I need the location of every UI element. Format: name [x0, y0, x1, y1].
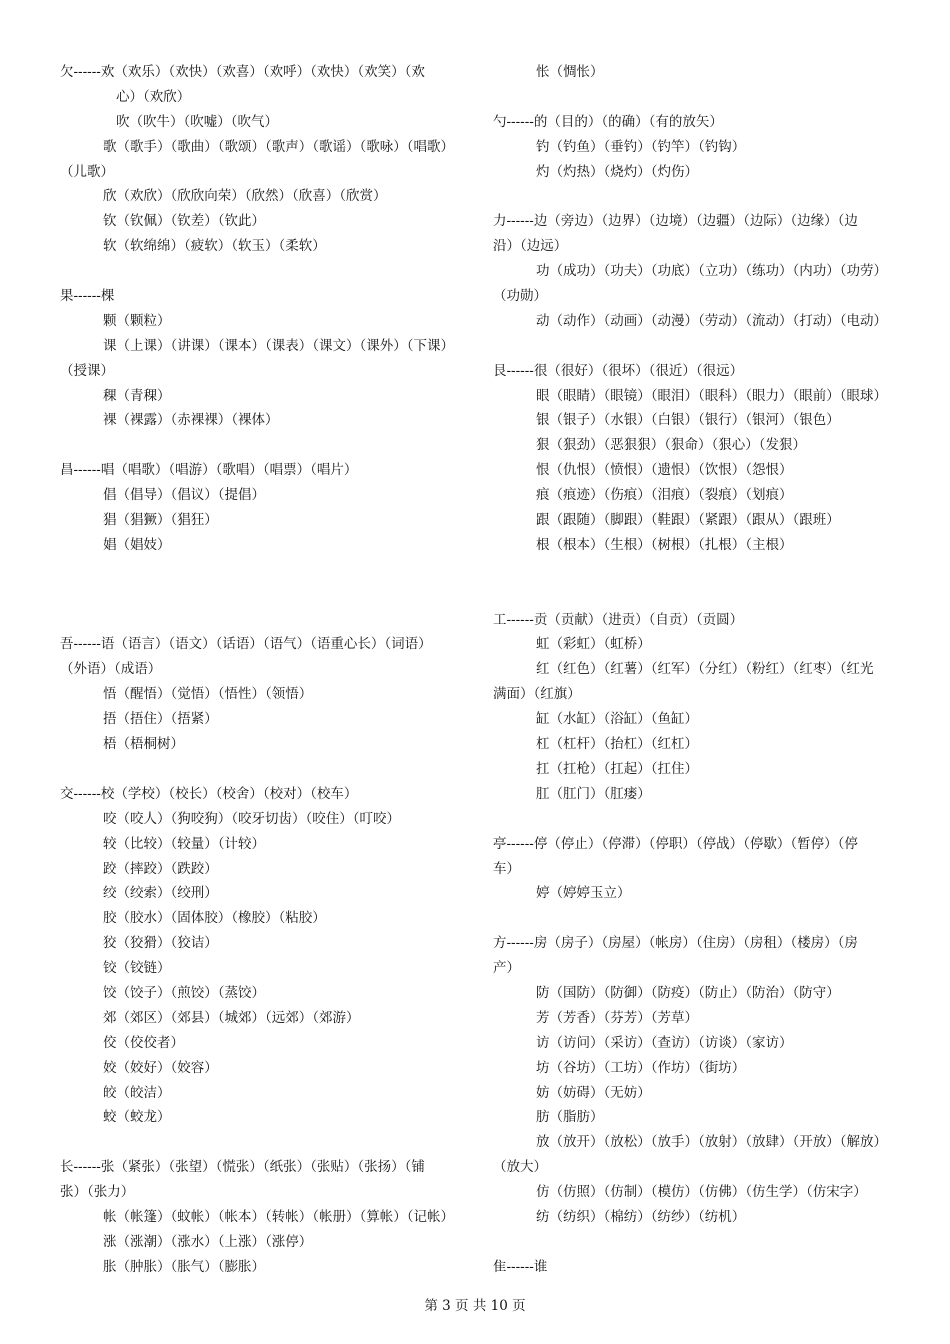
sub-entry-line: 根（根本）（生根）（树根）（扎根）（主根）	[536, 536, 793, 553]
entry-line: 力------边（旁边）（边界）（边境）（边疆）（边际）（边缘）（边	[493, 213, 858, 230]
sub-entry-line: 姣（姣好）（姣容）	[103, 1059, 218, 1076]
sub-entry-line: 梧（梧桐树）	[103, 736, 184, 753]
entry-line: （放大）	[493, 1159, 547, 1176]
sub-entry-line: 猖（猖獗）（猖狂）	[103, 512, 218, 529]
sub-entry-line: 芳（芳香）（芬芳）（芳草）	[536, 1009, 698, 1026]
sub-entry-line: 恨（仇恨）（愤恨）（遗恨）（饮恨）（怨恨）	[536, 462, 793, 479]
entry-line: 昌------唱（唱歌）（唱游）（歌唱）（唱票）（唱片）	[60, 462, 358, 479]
entry-line: （儿歌）	[60, 163, 114, 180]
entry-line: 方------房（房子）（房屋）（帐房）（住房）（房租）（楼房）（房	[493, 935, 858, 952]
entry-line: 沿）（边远）	[493, 238, 568, 255]
sub-entry-line: 课（上课）（讲课）（课本）（课表）（课文）（课外）（下课）	[103, 337, 454, 354]
blank-line	[493, 1230, 893, 1255]
entry-line: 长------张（紧张）（张望）（慌张）（纸张）（张贴）（张扬）（铺	[60, 1159, 425, 1176]
sub-entry-line: 防（国防）（防御）（防疫）（防止）（防治）（防守）	[536, 984, 840, 1001]
blank-line	[493, 906, 893, 931]
blank-line	[60, 259, 460, 284]
sub-entry-line: 肪（脂肪）	[536, 1109, 604, 1126]
entry-line: 亭------停（停止）（停滞）（停职）（停战）（停歇）（暂停）（停	[493, 835, 858, 852]
sub-entry-line: 歌（歌手）（歌曲）（歌颂）（歌声）（歌谣）（歌咏）（唱歌）	[103, 138, 454, 155]
sub-entry-line: 软（软绵绵）（疲软）（软玉）（柔软）	[103, 238, 326, 255]
entry-line: 交------校（学校）（校长）（校舍）（校对）（校车）	[60, 785, 358, 802]
left-column	[60, 60, 460, 1280]
sub-entry-line: 婷（婷婷玉立）	[536, 885, 631, 902]
sub-entry-line: 倡（倡导）（倡议）（提倡）	[103, 487, 265, 504]
sub-entry-line: 怅（惆怅）	[536, 64, 604, 80]
sub-entry-line: 佼（佼佼者）	[103, 1034, 184, 1051]
sub-entry-line: 铰（铰链）	[103, 960, 171, 977]
sub-entry-line: 杠（杠杆）（抬杠）（红杠）	[536, 736, 698, 753]
blank-line	[493, 558, 893, 583]
sub-entry-line: 捂（捂住）（捂紧）	[103, 711, 218, 728]
sub-entry-line: 功（成功）（功夫）（功底）（立功）（练功）（内功）（功劳）	[536, 263, 887, 280]
sub-entry-line: 跟（跟随）（脚跟）（鞋跟）（紧跟）（跟从）（跟班）	[536, 512, 840, 529]
sub-entry-line: 稞（青稞）	[103, 387, 171, 404]
sub-entry-line: 胀（肿胀）（胀气）（膨胀）	[103, 1258, 265, 1275]
entry-line: 勺------的（目的）（的确）（有的放矢）	[493, 113, 723, 130]
blank-line	[60, 757, 460, 782]
sub-entry-line: 纺（纺织）（棉纺）（纺纱）（纺机）	[536, 1208, 746, 1225]
sub-entry-line: 蛟（蛟龙）	[103, 1109, 171, 1126]
page-footer: 第 3 页 共 10 页	[424, 1298, 526, 1314]
entry-line: 欠------欢（欢乐）（欢快）（欢喜）（欢呼）（欢快）（欢笑）（欢	[60, 64, 425, 80]
sub-entry-line: 娼（娼妓）	[103, 536, 171, 553]
entry-line: 产）	[493, 960, 520, 977]
entry-line: 吾------语（语言）（语文）（话语）（语气）（语重心长）（词语）	[60, 636, 432, 653]
sub-entry-line: 悟（醒悟）（觉悟）（悟性）（领悟）	[103, 686, 313, 703]
blank-line	[493, 334, 893, 359]
entry-line: 隹------谁	[493, 1258, 548, 1275]
sub-entry-line: 红（红色）（红薯）（红军）（分红）（粉红）（红枣）（红光	[536, 661, 874, 678]
sub-entry-line: 跤（摔跤）（跌跤）	[103, 860, 218, 877]
blank-line	[493, 85, 893, 110]
blank-line	[60, 433, 460, 458]
sub-entry-line: 狠（狠劲）（恶狠狠）（狠命）（狠心）（发狠）	[536, 437, 806, 454]
sub-entry-line: 帐（帐篷）（蚊帐）（帐本）（转帐）（帐册）（算帐）（记帐）	[103, 1208, 454, 1225]
sub-entry-line: 狡（狡猾）（狡诘）	[103, 935, 218, 952]
sub-entry-line: 吹（吹牛）（吹嘘）（吹气）	[116, 113, 278, 130]
sub-entry-line: 钓（钓鱼）（垂钓）（钓竿）（钓钩）	[536, 138, 746, 155]
sub-entry-line: 较（比较）（较量）（计较）	[103, 835, 265, 852]
sub-entry-line: 灼（灼热）（烧灼）（灼伤）	[536, 163, 698, 180]
blank-line	[493, 583, 893, 608]
entry-line: （授课）	[60, 362, 114, 379]
entry-line: （功勋）	[493, 288, 547, 305]
sub-entry-line: 咬（咬人）（狗咬狗）（咬牙切齿）（咬住）（叮咬）	[103, 810, 400, 827]
entry-line: 满面）（红旗）	[493, 686, 581, 703]
sub-entry-line: 颗（颗粒）	[103, 312, 171, 329]
entry-line: 工------贡（贡献）（进贡）（自贡）（贡圆）	[493, 611, 744, 628]
entry-line: 张）（张力）	[60, 1184, 135, 1201]
sub-entry-line: 郊（郊区）（郊县）（城郊）（远郊）（郊游）	[103, 1009, 360, 1026]
sub-entry-line: 痕（痕迹）（伤痕）（泪痕）（裂痕）（划痕）	[536, 487, 793, 504]
sub-entry-line: 皎（皎洁）	[103, 1084, 171, 1101]
blank-line	[493, 807, 893, 832]
sub-entry-line: 访（访问）（采访）（查访）（访谈）（家访）	[536, 1034, 793, 1051]
sub-entry-line: 坊（谷坊）（工坊）（作坊）（街坊）	[536, 1059, 746, 1076]
blank-line	[60, 558, 460, 583]
sub-entry-line: 绞（绞索）（绞刑）	[103, 885, 218, 902]
blank-line	[60, 1130, 460, 1155]
sub-entry-line: 欣（欢欣）（欣欣向荣）（欣然）（欣喜）（欣赏）	[103, 188, 387, 205]
sub-entry-line: 胶（胶水）（固体胶）（橡胶）（粘胶）	[103, 910, 326, 927]
sub-entry-line: 银（银子）（水银）（白银）（银行）（银河）（银色）	[536, 412, 840, 429]
sub-entry-line: 动（动作）（动画）（动漫）（劳动）（流动）（打动）（电动）	[536, 312, 887, 329]
sub-entry-line: 涨（涨潮）（涨水）（上涨）（涨停）	[103, 1233, 313, 1250]
entry-line: 车）	[493, 860, 520, 877]
entry-line: 果------棵	[60, 288, 115, 305]
sub-entry-line: 心）（欢欣）	[116, 88, 191, 105]
entry-line: 艮------很（很好）（很坏）（很近）（很远）	[493, 362, 744, 379]
sub-entry-line: 扛（扛枪）（扛起）（扛住）	[536, 760, 698, 777]
sub-entry-line: 饺（饺子）（煎饺）（蒸饺）	[103, 984, 265, 1001]
blank-line	[60, 608, 460, 633]
sub-entry-line: 妨（妨碍）（无妨）	[536, 1084, 651, 1101]
blank-line	[60, 583, 460, 608]
sub-entry-line: 裸（裸露）（赤裸裸）（裸体）	[103, 412, 279, 429]
sub-entry-line: 虹（彩虹）（虹桥）	[536, 636, 651, 653]
blank-line	[493, 184, 893, 209]
sub-entry-line: 缸（水缸）（浴缸）（鱼缸）	[536, 711, 698, 728]
sub-entry-line: 仿（仿照）（仿制）（模仿）（仿佛）（仿生学）（仿宋字）	[536, 1184, 867, 1201]
sub-entry-line: 眼（眼睛）（眼镜）（眼泪）（眼科）（眼力）（眼前）（眼球）	[536, 387, 887, 404]
sub-entry-line: 钦（钦佩）（钦差）（钦此）	[103, 213, 265, 230]
right-column	[493, 60, 893, 1280]
entry-line: （外语）（成语）	[60, 661, 162, 678]
sub-entry-line: 放（放开）（放松）（放手）（放射）（放肆）（开放）（解放）	[536, 1134, 887, 1151]
sub-entry-line: 肛（肛门）（肛瘘）	[536, 785, 651, 802]
